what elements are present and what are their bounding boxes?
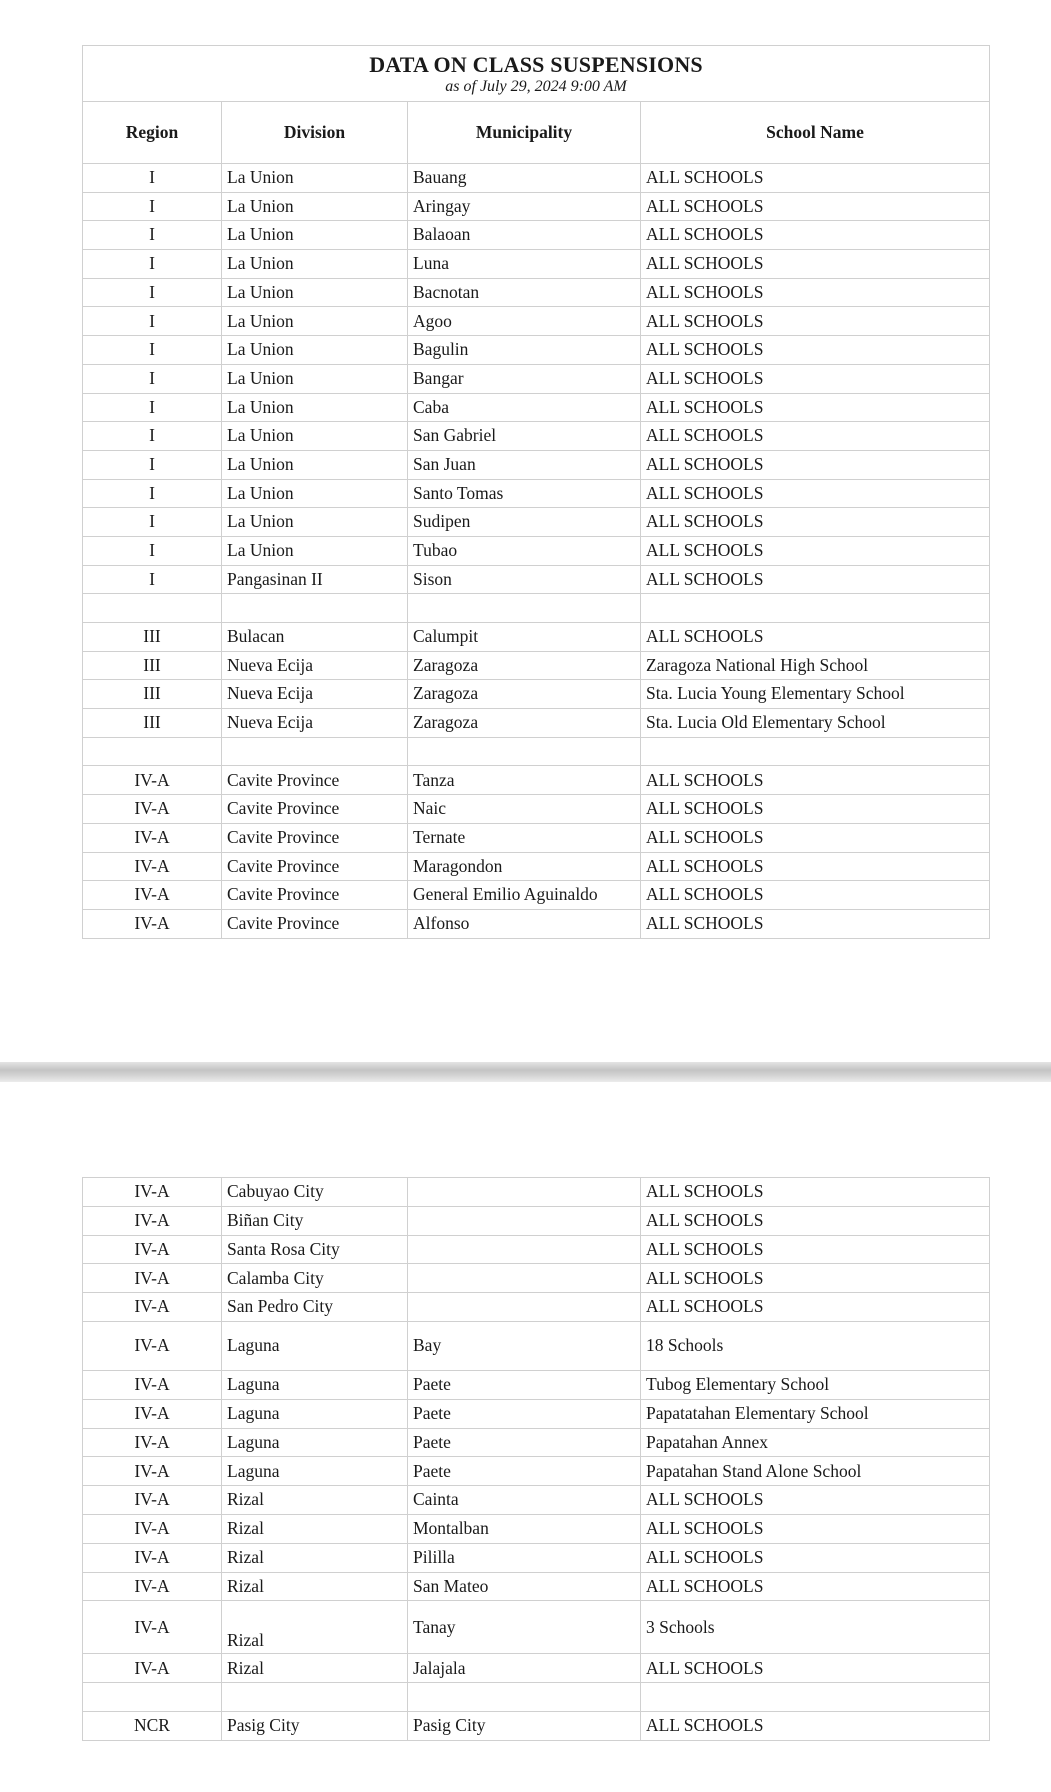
table-row	[83, 623, 990, 652]
municipality-cell: Pililla	[408, 1543, 641, 1572]
region-cell: III	[83, 680, 222, 709]
municipality-cell: Calumpit	[408, 623, 641, 652]
school-name-cell: ALL SCHOOLS	[641, 393, 990, 422]
municipality-cell: General Emilio Aguinaldo	[408, 881, 641, 910]
school-name-cell: ALL SCHOOLS	[641, 192, 990, 221]
municipality-cell: Maragondon	[408, 852, 641, 881]
municipality-cell: Agoo	[408, 307, 641, 336]
division-cell: Pasig City	[222, 1711, 408, 1740]
header-school-name: School Name	[641, 102, 990, 164]
table-row	[83, 422, 990, 451]
division-cell: Cavite Province	[222, 881, 408, 910]
municipality-cell: Naic	[408, 795, 641, 824]
division-cell	[222, 737, 408, 766]
division-cell: La Union	[222, 536, 408, 565]
division-cell: Cavite Province	[222, 795, 408, 824]
region-cell: III	[83, 623, 222, 652]
table-row	[83, 536, 990, 565]
school-name-cell: ALL SCHOOLS	[641, 307, 990, 336]
municipality-cell: Luna	[408, 250, 641, 279]
division-cell: Calamba City	[222, 1264, 408, 1293]
school-name-cell: ALL SCHOOLS	[641, 565, 990, 594]
municipality-cell: Balaoan	[408, 221, 641, 250]
municipality-cell: Zaragoza	[408, 651, 641, 680]
division-cell: La Union	[222, 278, 408, 307]
division-cell	[222, 594, 408, 623]
school-name-cell: Sta. Lucia Young Elementary School	[641, 680, 990, 709]
division-cell: Laguna	[222, 1428, 408, 1457]
division-cell: La Union	[222, 364, 408, 393]
municipality-cell: Tanza	[408, 766, 641, 795]
region-cell: IV-A	[83, 1206, 222, 1235]
suspensions-table-page-2	[82, 1177, 990, 1741]
table-row	[83, 479, 990, 508]
region-cell: I	[83, 221, 222, 250]
table-row	[83, 823, 990, 852]
region-cell: IV-A	[83, 1293, 222, 1322]
table-row	[83, 1654, 990, 1683]
region-cell: I	[83, 336, 222, 365]
region-cell: I	[83, 278, 222, 307]
division-cell: Laguna	[222, 1321, 408, 1370]
school-name-cell: ALL SCHOOLS	[641, 1514, 990, 1543]
title-cell	[83, 46, 990, 102]
table-row	[83, 192, 990, 221]
municipality-cell: Bauang	[408, 164, 641, 193]
division-cell: Cavite Province	[222, 766, 408, 795]
school-name-cell: Zaragoza National High School	[641, 651, 990, 680]
header-division: Division	[222, 102, 408, 164]
region-cell: IV-A	[83, 1514, 222, 1543]
municipality-cell	[408, 1264, 641, 1293]
table-row	[83, 1321, 990, 1370]
table-row	[83, 881, 990, 910]
region-cell: I	[83, 364, 222, 393]
municipality-cell: Bay	[408, 1321, 641, 1370]
municipality-cell: Ternate	[408, 823, 641, 852]
region-cell: IV-A	[83, 1235, 222, 1264]
school-name-cell: ALL SCHOOLS	[641, 1293, 990, 1322]
table-row	[83, 1514, 990, 1543]
school-name-cell: ALL SCHOOLS	[641, 450, 990, 479]
division-cell: Nueva Ecija	[222, 651, 408, 680]
municipality-cell	[408, 1178, 641, 1207]
header-municipality: Municipality	[408, 102, 641, 164]
municipality-cell	[408, 1683, 641, 1712]
region-cell: IV-A	[83, 766, 222, 795]
division-cell: La Union	[222, 221, 408, 250]
division-cell: Rizal	[222, 1486, 408, 1515]
document-subtitle: as of July 29, 2024 9:00 AM	[445, 77, 627, 95]
school-name-cell: Papatatahan Elementary School	[641, 1399, 990, 1428]
table-row	[83, 1601, 990, 1654]
school-name-cell: ALL SCHOOLS	[641, 1486, 990, 1515]
division-cell: La Union	[222, 250, 408, 279]
table-row	[83, 1399, 990, 1428]
municipality-cell: Zaragoza	[408, 709, 641, 738]
division-cell: Cavite Province	[222, 823, 408, 852]
header-row	[83, 102, 990, 164]
division-cell: San Pedro City	[222, 1293, 408, 1322]
school-name-cell: ALL SCHOOLS	[641, 508, 990, 537]
school-name-cell: ALL SCHOOLS	[641, 623, 990, 652]
division-cell: Nueva Ecija	[222, 680, 408, 709]
school-name-cell: ALL SCHOOLS	[641, 766, 990, 795]
division-cell: La Union	[222, 192, 408, 221]
region-cell: I	[83, 307, 222, 336]
division-cell: Nueva Ecija	[222, 709, 408, 738]
table-row	[83, 680, 990, 709]
division-cell: La Union	[222, 479, 408, 508]
table-row	[83, 508, 990, 537]
division-cell: La Union	[222, 422, 408, 451]
municipality-cell	[408, 1206, 641, 1235]
division-cell: Laguna	[222, 1399, 408, 1428]
school-name-cell: ALL SCHOOLS	[641, 278, 990, 307]
region-cell: I	[83, 565, 222, 594]
school-name-cell	[641, 737, 990, 766]
school-name-cell: ALL SCHOOLS	[641, 479, 990, 508]
school-name-cell: ALL SCHOOLS	[641, 1178, 990, 1207]
division-cell: La Union	[222, 307, 408, 336]
division-cell: La Union	[222, 336, 408, 365]
municipality-cell: Aringay	[408, 192, 641, 221]
municipality-cell	[408, 737, 641, 766]
school-name-cell: ALL SCHOOLS	[641, 909, 990, 938]
region-cell	[83, 594, 222, 623]
municipality-cell	[408, 1235, 641, 1264]
page-two	[82, 1177, 989, 1741]
school-name-cell: ALL SCHOOLS	[641, 1572, 990, 1601]
region-cell: III	[83, 651, 222, 680]
municipality-cell: San Gabriel	[408, 422, 641, 451]
table-row	[83, 594, 990, 623]
municipality-cell: Bangar	[408, 364, 641, 393]
division-cell: Rizal	[222, 1601, 408, 1654]
school-name-cell	[641, 594, 990, 623]
school-name-cell: ALL SCHOOLS	[641, 1206, 990, 1235]
table-row	[83, 909, 990, 938]
division-cell	[222, 1683, 408, 1712]
region-cell: IV-A	[83, 1370, 222, 1399]
municipality-cell: Sison	[408, 565, 641, 594]
division-cell: Laguna	[222, 1457, 408, 1486]
table-row	[83, 278, 990, 307]
division-cell: Rizal	[222, 1654, 408, 1683]
municipality-cell: Santo Tomas	[408, 479, 641, 508]
header-region: Region	[83, 102, 222, 164]
school-name-cell: Papatahan Annex	[641, 1428, 990, 1457]
region-cell: IV-A	[83, 823, 222, 852]
table-row	[83, 393, 990, 422]
municipality-cell: Montalban	[408, 1514, 641, 1543]
region-cell	[83, 737, 222, 766]
division-cell: La Union	[222, 508, 408, 537]
region-cell: I	[83, 192, 222, 221]
school-name-cell: Papatahan Stand Alone School	[641, 1457, 990, 1486]
table-row	[83, 1235, 990, 1264]
school-name-cell: ALL SCHOOLS	[641, 795, 990, 824]
municipality-cell: San Mateo	[408, 1572, 641, 1601]
school-name-cell: ALL SCHOOLS	[641, 881, 990, 910]
school-name-cell: ALL SCHOOLS	[641, 1264, 990, 1293]
suspensions-table-page-1	[82, 45, 990, 939]
region-cell: IV-A	[83, 1178, 222, 1207]
division-cell: Laguna	[222, 1370, 408, 1399]
table-row	[83, 1711, 990, 1740]
table-row	[83, 1683, 990, 1712]
table-row	[83, 221, 990, 250]
school-name-cell: ALL SCHOOLS	[641, 1654, 990, 1683]
school-name-cell: ALL SCHOOLS	[641, 1543, 990, 1572]
region-cell: I	[83, 422, 222, 451]
region-cell	[83, 1683, 222, 1712]
table-body-page-1	[83, 164, 990, 939]
region-cell: NCR	[83, 1711, 222, 1740]
municipality-cell: Bacnotan	[408, 278, 641, 307]
school-name-cell: ALL SCHOOLS	[641, 221, 990, 250]
school-name-cell: ALL SCHOOLS	[641, 336, 990, 365]
region-cell: I	[83, 479, 222, 508]
region-cell: IV-A	[83, 1486, 222, 1515]
table-row	[83, 1572, 990, 1601]
region-cell: IV-A	[83, 1572, 222, 1601]
table-row	[83, 450, 990, 479]
table-row	[83, 1486, 990, 1515]
region-cell: IV-A	[83, 1543, 222, 1572]
school-name-cell: ALL SCHOOLS	[641, 1235, 990, 1264]
region-cell: III	[83, 709, 222, 738]
table-body-page-2	[83, 1178, 990, 1741]
municipality-cell: Tubao	[408, 536, 641, 565]
municipality-cell: Bagulin	[408, 336, 641, 365]
division-cell: Bulacan	[222, 623, 408, 652]
table-row	[83, 336, 990, 365]
table-row	[83, 1206, 990, 1235]
division-cell: Rizal	[222, 1543, 408, 1572]
school-name-cell: Tubog Elementary School	[641, 1370, 990, 1399]
division-cell: La Union	[222, 450, 408, 479]
municipality-cell: Caba	[408, 393, 641, 422]
division-cell: Cavite Province	[222, 909, 408, 938]
region-cell: IV-A	[83, 1399, 222, 1428]
table-row	[83, 1370, 990, 1399]
page-separator	[0, 1062, 1051, 1082]
table-row	[83, 1428, 990, 1457]
division-cell: La Union	[222, 393, 408, 422]
school-name-cell: ALL SCHOOLS	[641, 1711, 990, 1740]
division-cell: Biñan City	[222, 1206, 408, 1235]
school-name-cell: ALL SCHOOLS	[641, 364, 990, 393]
division-cell: Santa Rosa City	[222, 1235, 408, 1264]
region-cell: I	[83, 508, 222, 537]
division-cell: Rizal	[222, 1572, 408, 1601]
table-row	[83, 364, 990, 393]
region-cell: I	[83, 450, 222, 479]
municipality-cell	[408, 594, 641, 623]
region-cell: IV-A	[83, 1264, 222, 1293]
municipality-cell: Zaragoza	[408, 680, 641, 709]
region-cell: I	[83, 536, 222, 565]
table-row	[83, 709, 990, 738]
municipality-cell: Sudipen	[408, 508, 641, 537]
table-row	[83, 307, 990, 336]
page-one	[82, 45, 989, 939]
division-cell: La Union	[222, 164, 408, 193]
school-name-cell: ALL SCHOOLS	[641, 823, 990, 852]
table-row	[83, 795, 990, 824]
school-name-cell: ALL SCHOOLS	[641, 164, 990, 193]
region-cell: IV-A	[83, 1428, 222, 1457]
table-row	[83, 1178, 990, 1207]
school-name-cell: ALL SCHOOLS	[641, 852, 990, 881]
division-cell: Cavite Province	[222, 852, 408, 881]
municipality-cell: Paete	[408, 1428, 641, 1457]
region-cell: IV-A	[83, 1654, 222, 1683]
school-name-cell: 3 Schools	[641, 1601, 990, 1654]
region-cell: I	[83, 250, 222, 279]
municipality-cell: Paete	[408, 1457, 641, 1486]
document-title: DATA ON CLASS SUSPENSIONS	[369, 51, 703, 77]
municipality-cell: Paete	[408, 1399, 641, 1428]
division-cell: Rizal	[222, 1514, 408, 1543]
region-cell: IV-A	[83, 1457, 222, 1486]
municipality-cell: Pasig City	[408, 1711, 641, 1740]
region-cell: IV-A	[83, 1601, 222, 1654]
table-row	[83, 1457, 990, 1486]
region-cell: IV-A	[83, 852, 222, 881]
division-cell: Cabuyao City	[222, 1178, 408, 1207]
municipality-cell: San Juan	[408, 450, 641, 479]
table-row	[83, 1264, 990, 1293]
table-row	[83, 164, 990, 193]
municipality-cell: Tanay	[408, 1601, 641, 1654]
table-row	[83, 651, 990, 680]
municipality-cell: Alfonso	[408, 909, 641, 938]
municipality-cell: Cainta	[408, 1486, 641, 1515]
region-cell: I	[83, 164, 222, 193]
division-cell: Pangasinan II	[222, 565, 408, 594]
municipality-cell	[408, 1293, 641, 1322]
municipality-cell: Paete	[408, 1370, 641, 1399]
school-name-cell: 18 Schools	[641, 1321, 990, 1370]
school-name-cell: ALL SCHOOLS	[641, 536, 990, 565]
table-row	[83, 1293, 990, 1322]
region-cell: IV-A	[83, 1321, 222, 1370]
table-row	[83, 852, 990, 881]
region-cell: I	[83, 393, 222, 422]
table-row	[83, 766, 990, 795]
region-cell: IV-A	[83, 795, 222, 824]
municipality-cell: Jalajala	[408, 1654, 641, 1683]
table-row	[83, 737, 990, 766]
school-name-cell: Sta. Lucia Old Elementary School	[641, 709, 990, 738]
table-row	[83, 1543, 990, 1572]
region-cell: IV-A	[83, 881, 222, 910]
region-cell: IV-A	[83, 909, 222, 938]
table-row	[83, 250, 990, 279]
table-row	[83, 565, 990, 594]
school-name-cell	[641, 1683, 990, 1712]
school-name-cell: ALL SCHOOLS	[641, 422, 990, 451]
school-name-cell: ALL SCHOOLS	[641, 250, 990, 279]
